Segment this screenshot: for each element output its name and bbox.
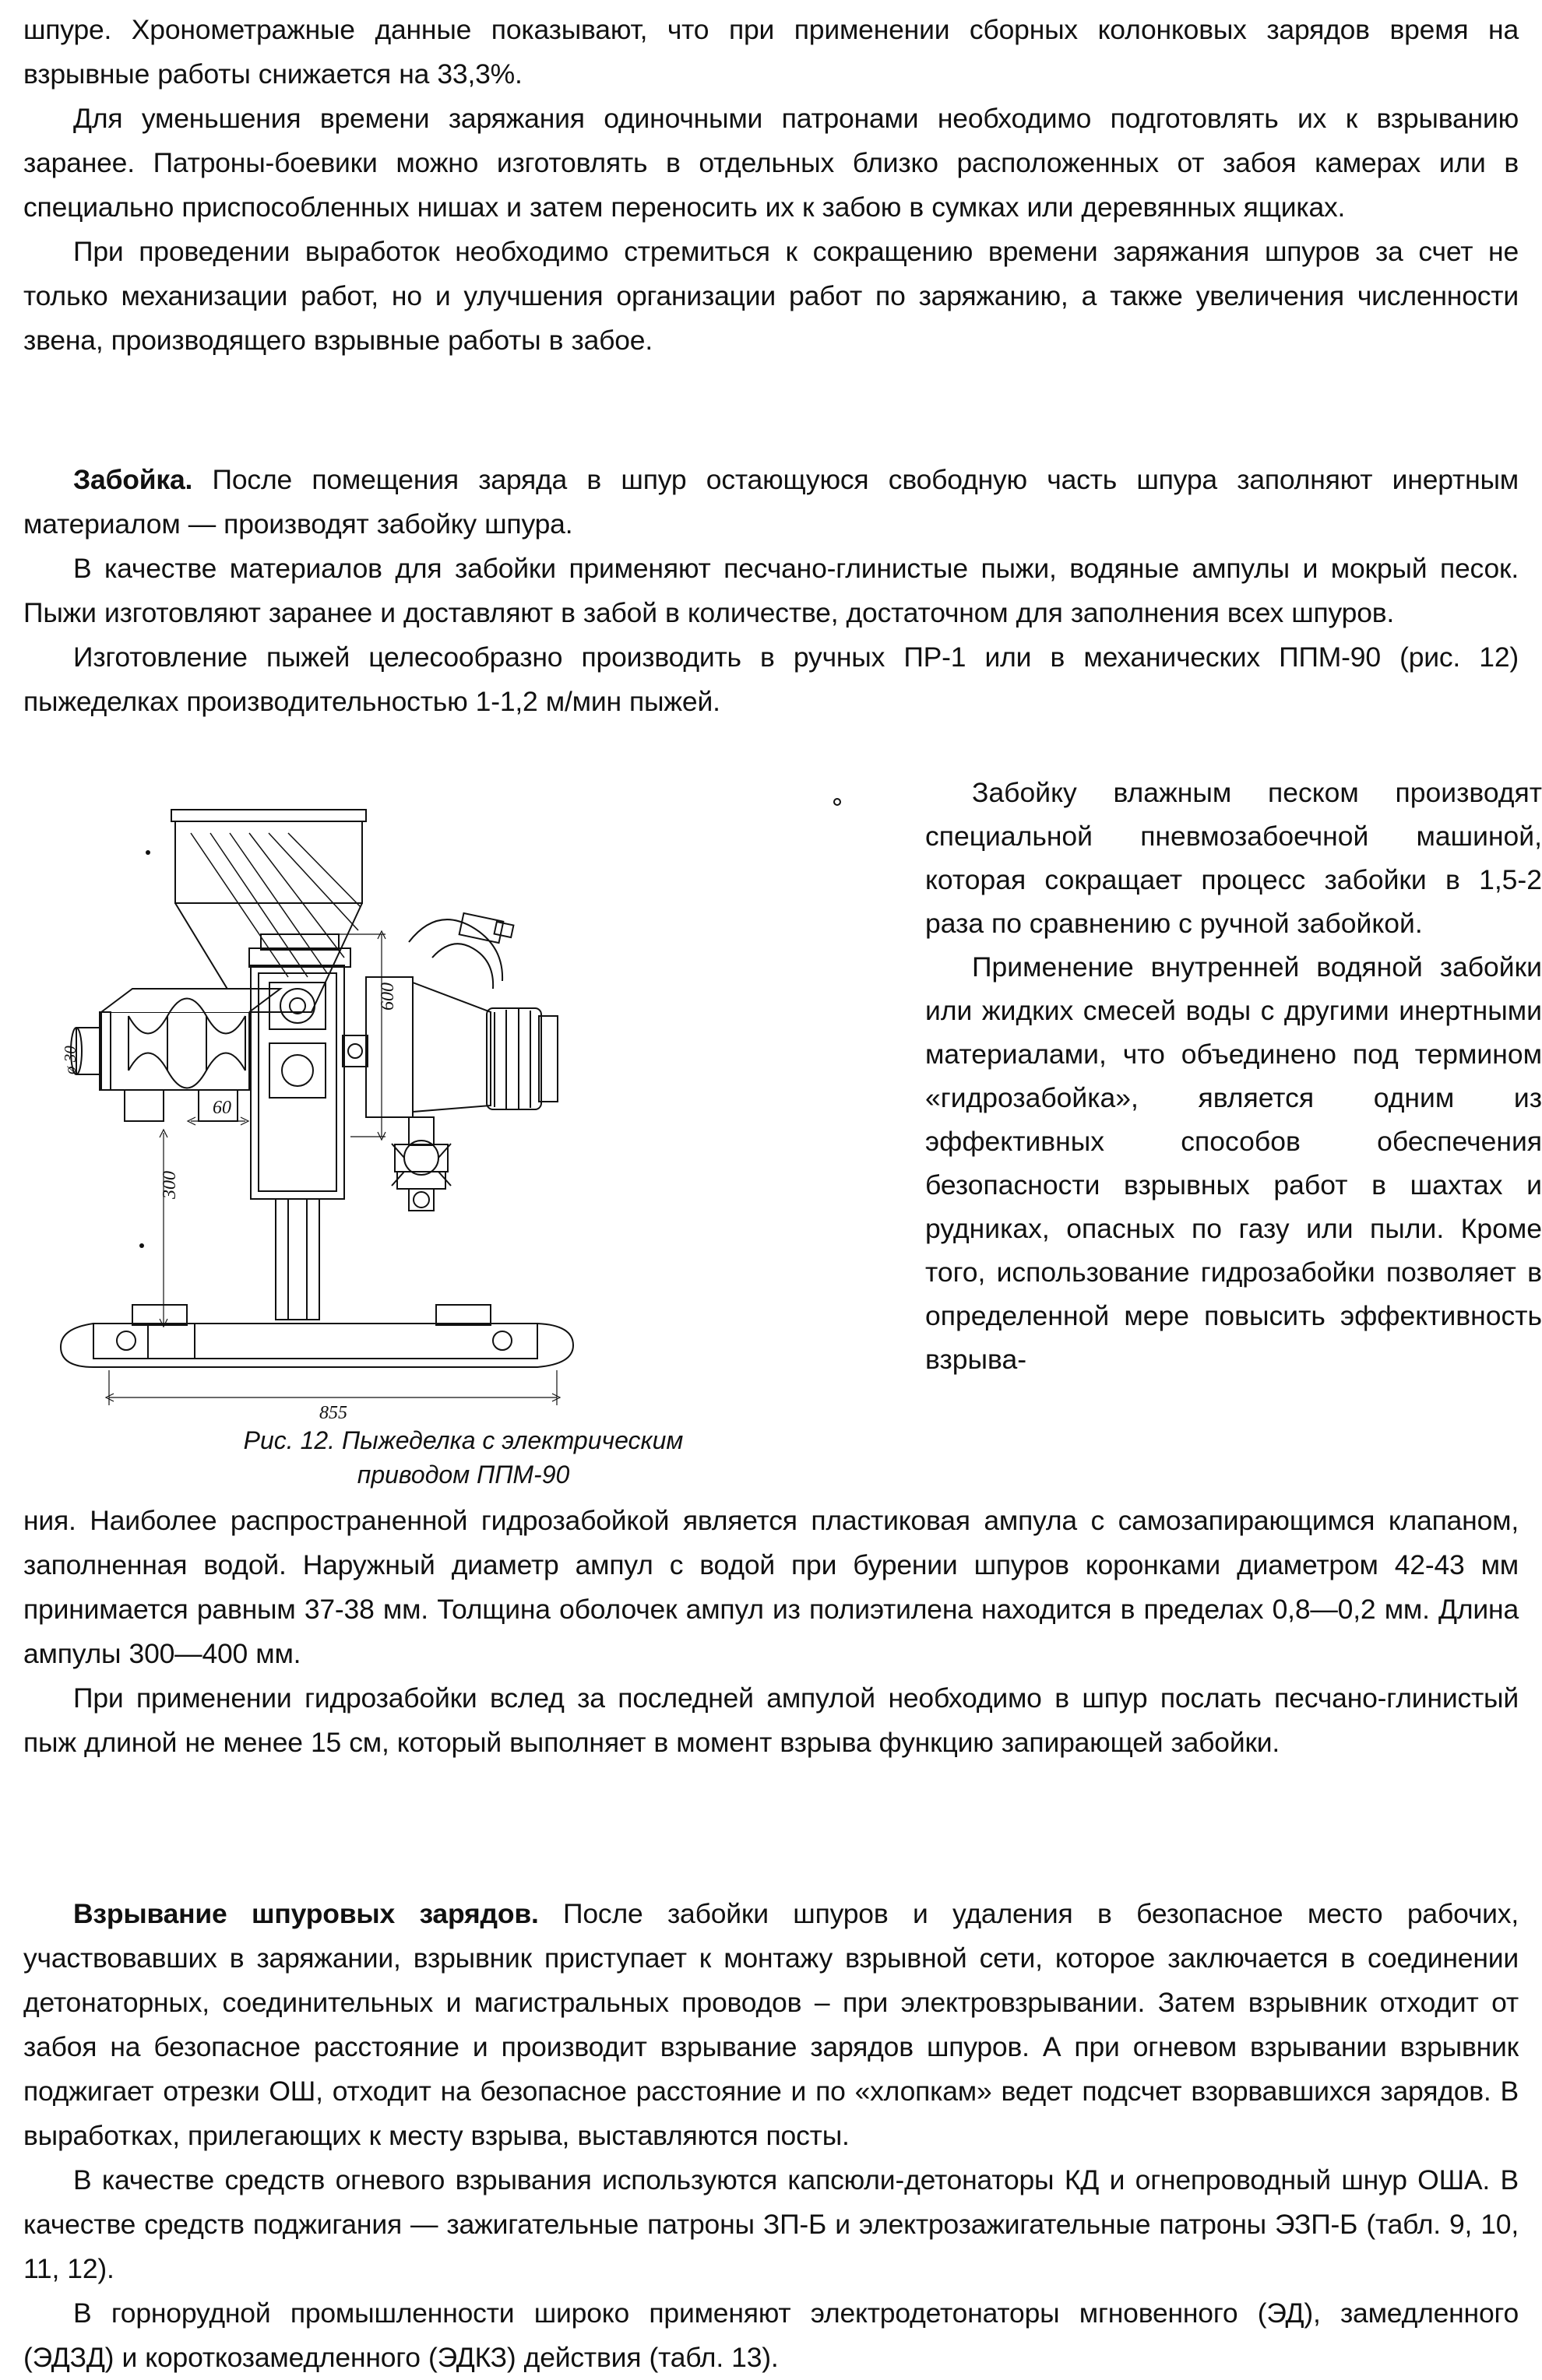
dimension-855: 855 (319, 1403, 347, 1423)
vzryvanie-heading: Взрывание шпуровых зарядов. (73, 1898, 539, 1929)
paragraph: ния. Наиболее распространенной гидрозабойкой является пластиковая ампула с самозапирающимся клапаном, заполненная водой. Наружный диаметр ампул с водой при бурении шпуров коронками диаметром 42-43 мм принимается равным 37-38 мм. Толщина оболочек ампул из полиэтилена находится в пределах 0,8—0,2 мм. Длина ампулы 300—400 мм. (23, 1505, 1519, 1669)
section-top-paragraphs (23, 8, 1519, 363)
paragraph: В качестве материалов для забойки применяют песчано-глинистые пыжи, водяные ампулы и мокрый песок. Пыжи изготовляют заранее и доставляют в забой в количестве, достаточном для заполнения всех шпуров. (23, 553, 1519, 628)
dimension-300: 300 (160, 1171, 180, 1199)
paragraph: В качестве средств огневого взрывания используются капсюли-детонаторы КД и огнепроводный шнур ОША. В качестве средств поджигания — зажигательные патроны ЗП-Б и электрозажигательные патроны ЭЗП-Б (табл. 9, 10, 11, 12). (23, 2164, 1519, 2284)
section-after-figure (23, 1499, 1519, 1765)
sidebar-text-column (925, 771, 1542, 1381)
paragraph: Забойку влажным песком производят специальной пневмозабоечной машиной, которая сокращает процесс забойки в 1,5-2 раза по сравнению с ручной забойкой. (925, 777, 1542, 939)
dimension-diameter-30: ø 30 (61, 1046, 79, 1074)
paragraph: При применении гидрозабойки вслед за последней ампулой необходимо в шпур послать песчано-глинистый пыж длиной не менее 15 см, который выполняет в момент взрыва функцию запирающей забойки. (23, 1682, 1519, 1758)
paragraph: шпуре. Хронометражные данные показывают, что при применении сборных колонковых зарядов время на взрывные работы снижается на 33,3%. (23, 14, 1519, 90)
paragraph: Применение внутренней водяной забойки или жидких смесей воды с другими инертными материалами, что объединено под термином «гидрозабойка», является одним из эффективных способов обеспечения безопасности взрывных работ в шахтах и рудниках, опасных по газу или пыли. Кроме того, использование гидрозабойки позволяет в определенной мере повысить эффективность взрыва- (925, 951, 1542, 1375)
figure-caption-line-1: Рис. 12. Пыжеделка с электрическим (243, 1426, 684, 1454)
section-vzryvanie (23, 1892, 1519, 2380)
zabojka-heading: Забойка. (73, 464, 193, 495)
paragraph: При проведении выработок необходимо стремиться к сокращению времени заряжания шпуров за счет не только механизации работ, но и улучшения организации работ по заряжанию, а также увеличения численности звена, производящего взрывные работы в забое. (23, 236, 1519, 356)
machine-drawing (55, 779, 880, 1417)
paragraph: Для уменьшения времени заряжания одиночными патронами необходимо подготовлять их к взрыванию заранее. Патроны-боевики можно изготовлять в отдельных близко расположенных от забоя камерах или в специально приспособленных нишах и затем переносить их к забою в сумках или деревянных ящиках. (23, 103, 1519, 223)
figure-and-sidebar-wrap (23, 763, 1542, 1495)
section-zabojka (23, 458, 1519, 724)
paragraph-vzryvanie-lead (23, 1892, 1519, 2158)
figure-caption-line-2: приводом ППМ-90 (357, 1461, 570, 1489)
dimension-60: 60 (213, 1098, 231, 1118)
paragraph: В горнорудной промышленности широко применяют электродетонаторы мгновенного (ЭД), замедленного (ЭДЗД) и короткозамедленного (ЭДКЗ) действия (табл. 13). (23, 2297, 1519, 2373)
paragraph: Изготовление пыжей целесообразно производить в ручных ПР-1 или в механических ППМ-90 (рис. 12) пыжеделках производительностью 1-1,2 м/мин пыжей. (23, 642, 1519, 717)
dimension-600: 600 (378, 983, 398, 1011)
figure-caption (23, 1423, 903, 1492)
paragraph-zabojka-lead (23, 458, 1519, 547)
figure-12 (23, 763, 903, 1495)
zabojka-lead-text: После помещения заряда в шпур остающуюся свободную часть шпура заполняют инертным материалом — производят забойку шпура. (23, 464, 1519, 540)
vzryvanie-lead-text: После забойки шпуров и удаления в безопасное место рабочих, участвовавших в заряжании, взрывник приступает к монтажу взрывной сети, которое заключается в соединении детонаторных, соединительных и магистральных проводов – при электровзрывании. Затем взрывник отходит от забоя на безопасное расстояние и производит взрывание зарядов шпуров. А при огневом взрывании взрывник поджигает отрезки ОШ, отходит на безопасное расстояние и по «хлопкам» ведет подсчет взорвавшихся зарядов. В выработках, прилегающих к месту взрыва, выставляются посты. (23, 1898, 1519, 2151)
